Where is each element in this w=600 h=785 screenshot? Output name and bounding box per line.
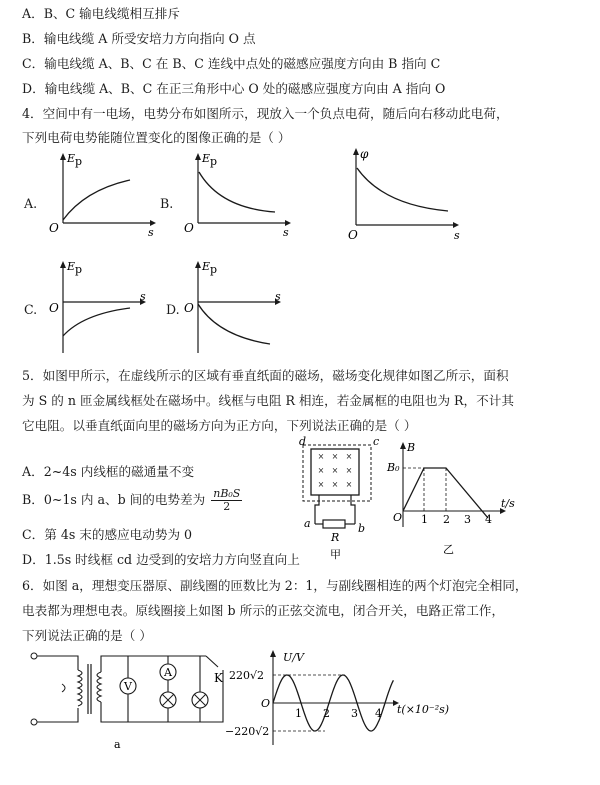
svg-text:×: × [331,480,339,489]
tick-4: 4 [485,513,492,526]
phi-label: φ [360,147,369,161]
q4-option-d-label: D. [166,302,180,317]
q5-stem-line2: 为 S 的 n 匝金属线框处在磁场中。线框与电阻 R 相连，若金属框的电阻也为 R，不计其 [22,393,514,408]
q5-fraction-denominator: 2 [223,500,231,513]
q3-option-c: C．输电线缆 A、B、C 在 B、C 连线中点处的磁感应强度方向由 B 指向 C [22,56,441,71]
origin-d: O [184,301,194,315]
tick-1: 1 [421,513,428,526]
tick-2: 2 [443,513,450,526]
svg-text:×: × [345,480,353,489]
q5-stem-line1: 5．如图甲所示，在虚线所示的区域有垂直纸面的磁场，磁场变化规律如图乙所示，面积 [22,368,509,383]
q4-option-a-label: A. [24,196,38,211]
ep-label-b: E [202,152,211,165]
svg-text:×: × [317,480,325,489]
q5-option-d: D．1.5s 时线框 cd 边受到的安培力方向竖直向上 [22,552,300,567]
corner-d-label: d [299,435,307,448]
ep-label-a: E [67,152,76,165]
origin-yi: O [393,511,403,524]
tick-3: 3 [464,513,471,526]
q4-graph-b [184,150,300,239]
t-axis-label-b: t(×10⁻²s) [397,703,450,716]
q4-graph-d [184,258,300,358]
t-tick-1: 1 [295,707,302,720]
svg-text:×: × [345,452,353,461]
q4-option-c-label: C. [24,302,38,317]
terminal-b-label: b [358,522,366,535]
q6-stem-line2: 电表都为理想电表。原线圈接上如图 b 所示的正弦交流电，闭合开关，电路正常工作， [22,603,505,618]
q3-option-b: B．输电线缆 A 所受安培力方向指向 O 点 [22,31,256,46]
figure-yi-caption: 乙 [443,543,454,556]
origin-phi: O [348,228,358,242]
q3-option-a: A．B、C 输电线缆相互排斥 [22,6,180,21]
q6-figure-a-circuit [28,650,238,755]
svg-text:×: × [317,452,325,461]
q6-stem-line1: 6．如图 a，理想变压器原、副线圈的匝数比为 2：1，与副线圈相连的两个灯泡完全相同， [22,578,528,593]
ep-label-d: E [202,260,211,273]
ammeter-label: A [164,666,172,679]
figure-a-caption: a [114,738,121,751]
t-tick-3: 3 [351,707,358,720]
ep-sub-d: p [210,263,218,276]
voltmeter-label: V [124,680,132,693]
q4-graph-a [49,150,165,239]
magnetic-field-crosses [318,452,353,489]
q5-option-b [22,488,242,513]
q5-option-a: A．2~4s 内线框的磁通量不变 [22,464,195,479]
q4-option-b-label: B. [160,196,174,211]
q5-figure-yi [385,437,520,567]
s-label-b: s [283,226,289,239]
origin-c: O [49,301,59,315]
umin-label: −220√2 [225,725,270,738]
resistor-r-label: R [331,531,340,544]
q5-option-b-fraction [211,488,242,513]
ep-label-c: E [67,260,76,273]
corner-c-label: c [373,435,380,448]
q3-option-d: D．输电线缆 A、B、C 在正三角形中心 O 处的磁感应强度方向由 A 指向 O [22,81,446,96]
q4-stem-line2: 下列电荷电势能随位置变化的图像正确的是（ ） [22,130,291,145]
s-label-a: s [148,226,154,239]
q5-option-b-text: B．0~1s 内 a、b 间的电势差为 [22,492,206,507]
q5-stem-line3: 它电阻。以垂直纸面向里的磁场方向为正方向，下列说法正确的是（ ） [22,418,417,433]
origin-b-graph: O [261,697,271,710]
q5-fraction-numerator: nB₀S [213,487,241,500]
q4-graph-c [49,258,165,358]
ep-sub-c: p [75,263,83,276]
s-label-c: s [140,290,146,303]
svg-text:×: × [331,466,339,475]
s-label-d: s [275,290,281,303]
umax-label: 220√2 [229,669,265,682]
svg-text:×: × [345,466,353,475]
q4-stem-line1: 4．空间中有一电场，电势分布如图所示，现放入一个负点电荷，随后向右移动此电荷， [22,106,509,121]
t-tick-2: 2 [323,707,330,720]
switch-k-label: K [214,671,223,685]
q5-figure-jia [295,437,380,562]
origin-b: O [184,221,194,235]
q6-stem-line3: 下列说法正确的是（ ） [22,628,152,643]
ep-sub-b: p [210,155,218,168]
u-axis-label: U/V [283,651,304,664]
q4-potential-graph [348,143,473,243]
ep-sub-a: p [75,155,83,168]
q6-figure-b-sine-graph [225,645,465,755]
svg-text:×: × [331,452,339,461]
svg-text:×: × [317,466,325,475]
origin-a: O [49,221,59,235]
t-tick-4: 4 [375,707,382,720]
terminal-a-label: a [304,517,311,530]
figure-jia-caption: 甲 [330,548,341,561]
b-axis-label: B [407,441,416,454]
s-label-phi: s [454,229,460,242]
t-axis-label: t/s [501,497,515,510]
q5-option-c: C．第 4s 末的感应电动势为 0 [22,527,193,542]
b0-label: B₀ [387,461,400,474]
